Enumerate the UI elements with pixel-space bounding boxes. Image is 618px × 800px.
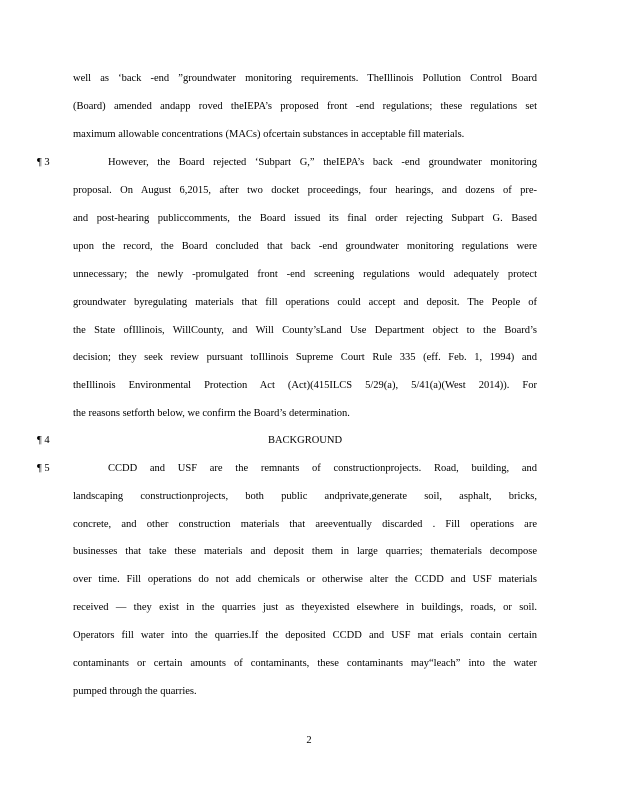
paragraph-line: over time. Fill operations do not add chemicals or otherwise alter the CCDD and USF materials	[73, 574, 537, 585]
paragraph-line: upon the record, the Board concluded that back -end groundwater monitoring regulations were	[73, 241, 537, 252]
paragraph-line: contaminants or certain amounts of contaminants, these contaminants may“leach” into the water	[73, 658, 537, 669]
paragraph-line: pumped through the quarries.	[73, 686, 197, 697]
paragraph-line: concrete, and other construction materials that areeventually discarded . Fill operations are	[73, 519, 537, 530]
paragraph-line: maximum allowable concentrations (MACs) ofcertain substances in acceptable fill materials.	[73, 129, 465, 140]
paragraph-line: and post-hearing publiccomments, the Board issued its final order rejecting Subpart G. Based	[73, 213, 537, 224]
paragraph-marker: ¶ 4	[37, 435, 50, 446]
paragraph-line: However, the Board rejected ‘Subpart G,” theIEPA’s back -end groundwater monitoring	[108, 157, 537, 168]
paragraph-line: decision; they seek review pursuant toIllinois Supreme Court Rule 335 (eff. Feb. 1, 1994) and	[73, 352, 537, 363]
paragraph-line: the State ofIllinois, WillCounty, and Will County’sLand Use Department object to the Board’s	[73, 325, 537, 336]
paragraph-marker: ¶ 3	[37, 157, 50, 168]
paragraph-line: Operators fill water into the quarries.If the deposited CCDD and USF mat erials contain certain	[73, 630, 537, 641]
page-number: 2	[306, 735, 312, 746]
paragraph-line: well as ‘back -end ”groundwater monitoring requirements. TheIllinois Pollution Control Board	[73, 73, 537, 84]
paragraph-line: received — they exist in the quarries just as theyexisted elsewhere in buildings, roads, or soil.	[73, 602, 537, 613]
paragraph-line: unnecessary; the newly -promulgated front -end screening regulations would adequately protect	[73, 269, 537, 280]
section-heading: BACKGROUND	[267, 435, 343, 446]
paragraph-line: proposal. On August 6,2015, after two docket proceedings, four hearings, and dozens of pre-	[73, 185, 537, 196]
paragraph-line: theIllinois Environmental Protection Act (Act)(415ILCS 5/29(a), 5/41(a)(West 2014)). For	[73, 380, 537, 391]
paragraph-line: businesses that take these materials and deposit them in large quarries; thematerials decompose	[73, 546, 537, 557]
paragraph-line: landscaping constructionprojects, both public andprivate,generate soil, asphalt, bricks,	[73, 491, 537, 502]
paragraph-line: CCDD and USF are the remnants of constructionprojects. Road, building, and	[108, 463, 537, 474]
paragraph-line: the reasons setforth below, we confirm the Board’s determination.	[73, 408, 350, 419]
paragraph-line: groundwater byregulating materials that fill operations could accept and deposit. The People of	[73, 297, 537, 308]
paragraph-line: (Board) amended andapp roved theIEPA’s proposed front -end regulations; these regulations set	[73, 101, 537, 112]
paragraph-marker: ¶ 5	[37, 463, 50, 474]
